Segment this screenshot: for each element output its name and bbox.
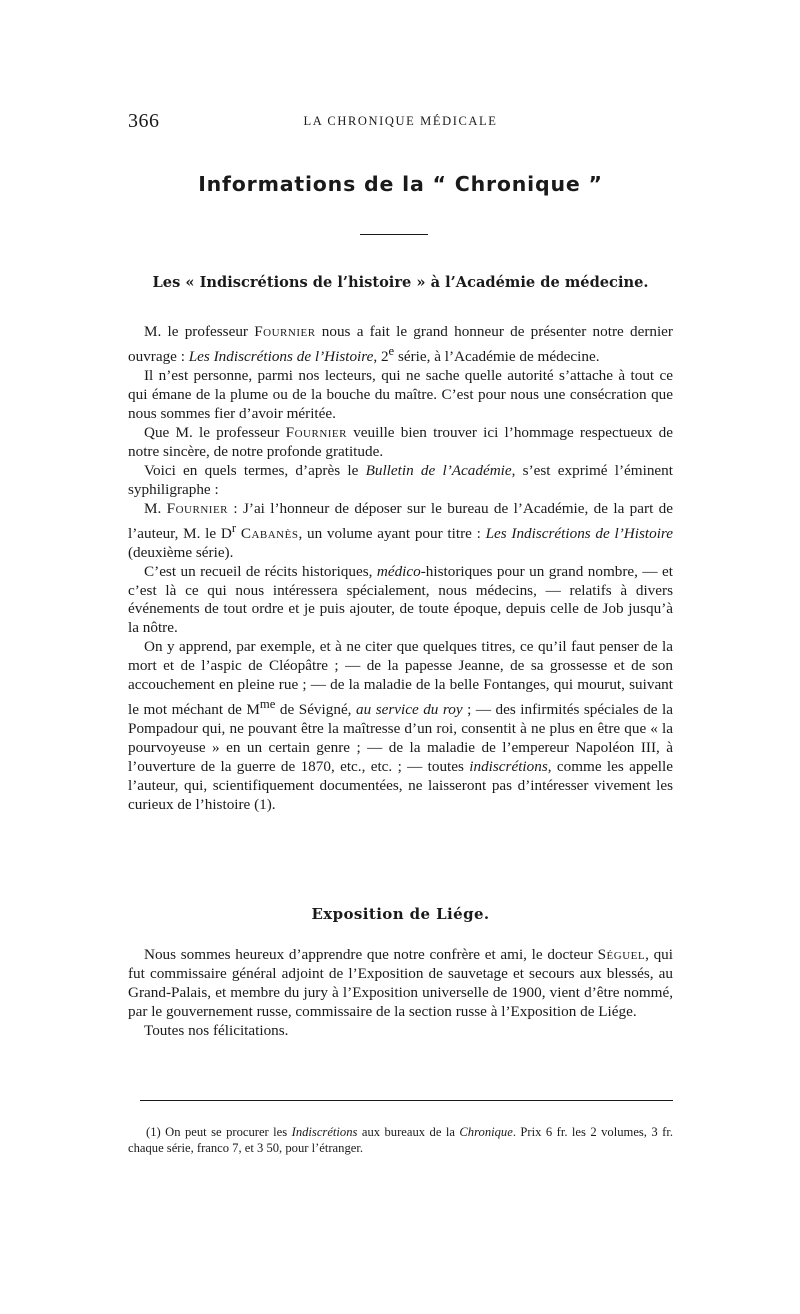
paragraph: Voici en quels termes, d’après le Bulletin de l’Académie, s’est exprimé l’éminent syphiligraphe : [128, 461, 673, 498]
paragraph: Toutes nos félicitations. [144, 1021, 289, 1039]
paragraph: On y apprend, par exemple, et à ne citer que quelques titres, ce qu’il faut penser de la mort et de l’aspic de Cléopâtre ; — de la papesse Jeanne, de sa grossesse et de son accouchement en pleine rue ; — de la maladie de la belle Fontanges, qui mourut, suivant le mot méchant de $M^{me}$ de Sévigné, au service du roy ; — des infirmités spéciales de la Pompadour qui, ne pouvant être la maîtresse d’un roi, consentit à ne plus en être que « la pourvoyeuse » en un certain genre ; — de la maladie de l’empereur Napoléon III, à l’ouverture de la guerre de 1870, etc., etc. ; — toutes indiscrétions, comme les appelle l’auteur, qui, scientifiquement documentées, ne laisseront pas d’intéresser vivement les curieux de l’histoire (1). [128, 638, 674, 814]
journal-title: LA CHRONIQUE MÉDICALE [303, 114, 498, 128]
paragraph: Nous sommes heureux d’apprendre que notre confrère et ami, le docteur Séguel, qui fut commissaire général adjoint de l’Exposition de sauvetage et secours aux blessés, au Grand-Palais, et membre du jury à l’Exposition universelle de 1900, vient d’être nommé, par le gouvernement russe, commissaire de la section russe à l’Exposition de Liége. [128, 946, 673, 1020]
person-name: Cabanès [240, 524, 299, 542]
paragraph: Que M. le professeur Fournier veuille bien trouver ici l’hommage respectueux de notre sincère, de notre profonde gratitude. [128, 423, 673, 460]
paragraph: M. le professeur Fournier nous a fait le grand honneur de présenter notre dernier ouvrage : Les Indiscrétions de l’Histoire, 2e série, à l’Académie de médecine. [128, 323, 673, 366]
person-name: Fournier [254, 323, 316, 340]
book-title: Les Indiscrétions de l’Histoire [485, 524, 674, 542]
article-title-indiscretions: Les « Indiscrétions de l’histoire » à l’Académie de médecine. [152, 274, 649, 291]
footnote: (1) On peut se procurer les Indiscrétions aux bureaux de la Chronique. Prix 6 fr. les 2 volumes, 3 fr. chaque série, franco 7, et 3 50, pour l’étranger. [128, 1125, 674, 1155]
paragraph: C’est un recueil de récits historiques, médico-historiques pour un grand nombre, — et c’est là ce qui nous intéressera spécialement, nous médecins, — relatifs à divers événements de tout ordre et je puis ajouter, de toute époque, depuis celle de Job jusqu’à la nôtre. [128, 562, 673, 637]
article-body-exposition [128, 946, 673, 1041]
article-body-indiscretions [128, 323, 673, 815]
article-title-exposition: Exposition de Liége. [311, 905, 490, 923]
title-divider [360, 234, 428, 235]
publication-title: Bulletin de l’Académie [365, 461, 512, 479]
book-title: Les Indiscrétions de l’Histoire [188, 348, 374, 366]
page-number: 366 [128, 110, 160, 132]
paragraph: Il n’est personne, parmi nos lecteurs, qui ne sache quelle autorité s’attache à tout ce qui émane de la plume ou de la bouche du maître. C’est pour nous une consécration que nous sommes fier d’avoir méritée. [128, 366, 673, 422]
section-title: Informations de la “ Chronique ” [198, 172, 603, 196]
running-head [128, 110, 673, 134]
person-name: Fournier [166, 499, 229, 517]
person-name: Séguel [597, 946, 646, 963]
paragraph: M. Fournier : J’ai l’honneur de déposer sur le bureau de l’Académie, de la part de l’auteur, M. le $D^r$ Cabanès, un volume ayant pour titre : Les Indiscrétions de l’Histoire (deuxième série). [128, 499, 674, 561]
person-name: Fournier [285, 423, 347, 441]
footnote-divider [140, 1100, 673, 1101]
